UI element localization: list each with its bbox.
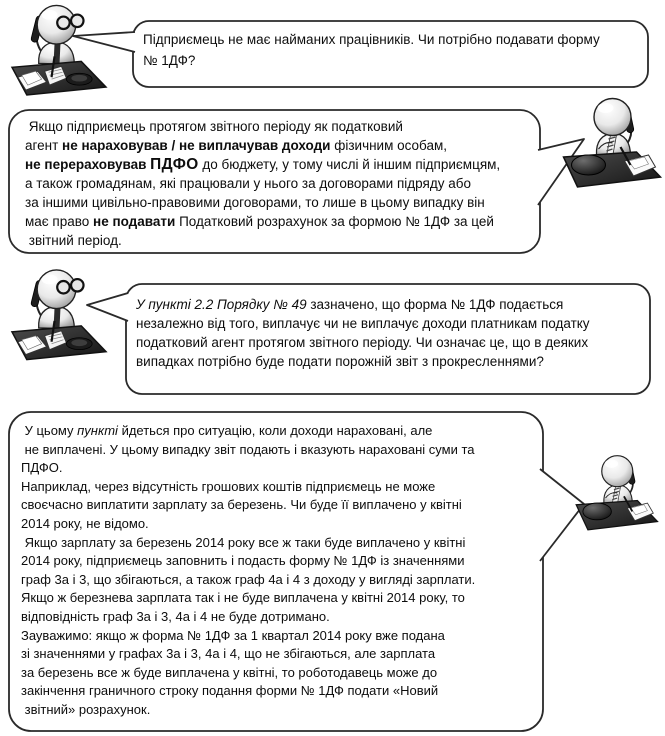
bubble-text: У цьому пункті йдеться про ситуацію, коли доходи нараховані, але не виплачені. У цьому випадку звіт подають і вказують нараховані суми та ПДФО. Наприклад, через відсутність грошових коштів підприємець не може своєчасно виплатити зарплату за березень. Чи буде її виплачено у квітні 2014 року, не відомо. Якщо зарплату за березень 2014 року все ж таки буде виплачено у квітні 2014 року, підприємець заповнить і подасть форму № 1ДФ із значеннями граф 3а і 3, що збігаються, а також граф 4а і 4 з доходу у вигляді зарплати. Якщо ж березнева зарплата так і не буде виплачена у квітні 2014 року, то відповідність граф 3а і 3, 4а і 4 не буде дотримано. Зауважимо: якщо ж форма № 1ДФ за 1 квартал 2014 року вже подана зі значеннями у графах 3а і 3, 4а і 4, що не збігаються, але зарплата за березень все ж буде виплачена у квітні, то роботодавець може до закінчення граничного строку подання форми № 1ДФ подати «Новий звітний» розрахунок. [21, 423, 476, 717]
bubble-text: Підприємець не має найманих працівників. Чи потрібно подавати форму № 1ДФ? [143, 32, 600, 68]
speech-bubble-answer-2 [8, 411, 588, 733]
bubble-text: У пункті 2.2 Порядку № 49 зазначено, що форма № 1ДФ подається незалежно від того, виплачує чи не виплачує доходи платникам податку податковий агент протягом звітного періоду. Чи означає це, що в деяких випадках потрібно буде подати порожній звіт з прокресленнями? [136, 297, 590, 369]
speech-bubble-question-2 [84, 283, 652, 395]
answerer-figure-icon [572, 447, 660, 539]
speech-bubble-answer-1 [8, 108, 588, 255]
speech-bubble-question-1 [70, 20, 652, 88]
bubble-text: Якщо підприємець протягом звітного періоду як податковий агент не нараховував / не виплачував доходи фізичним особам, не перераховував ПДФО до бюджету, у тому числі й іншим підприємцям, а також громадянам, які працювали у нього за договорами підряду або за іншими цивільно-правовими договорами, то лише в цьому випадку він має право не подавати Податковий розрахунок за формою № 1ДФ за цей звітний період. [25, 119, 501, 248]
answerer-figure-icon [558, 97, 664, 189]
